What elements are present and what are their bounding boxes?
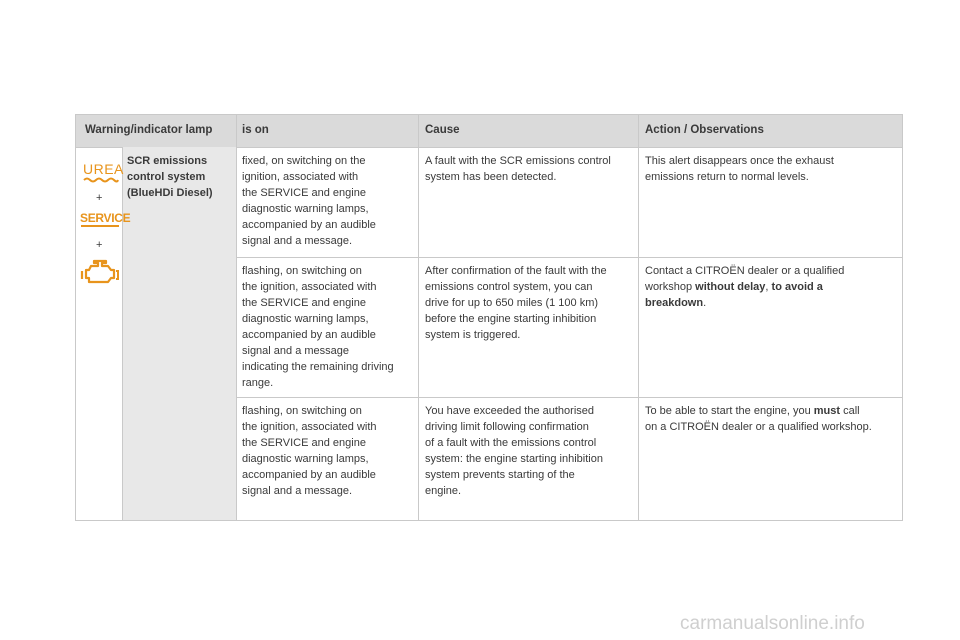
plus-sign: +	[96, 192, 103, 204]
lamp-name-cell	[122, 147, 236, 520]
urea-lamp-icon: UREA	[83, 161, 124, 177]
urea-wave-icon	[83, 177, 119, 183]
lamp-name: SCR emissions control system (BlueHDi Diesel)	[127, 155, 213, 199]
row2-cause: After confirmation of the fault with the emissions control system, you can drive for up to 650 miles (1 100 km) before the engine starting inhibition system is triggered.	[425, 265, 607, 341]
row3-is-on: flashing, on switching on the ignition, associated with the SERVICE and engine diagnostic warning lamps, accompanied by an audible signal and a message.	[242, 405, 377, 497]
service-lamp-icon: SERVICE	[80, 211, 131, 225]
row2-action: Contact a CITROËN dealer or a qualified workshop without delay, to avoid a breakdown.	[645, 265, 845, 309]
column-divider	[418, 115, 419, 520]
row-divider	[237, 257, 902, 258]
row3-action: To be able to start the engine, you must call on a CITROËN dealer or a qualified workshop.	[645, 405, 872, 433]
row3-cause: You have exceeded the authorised driving limit following confirmation of a fault with the emissions control system: the engine starting inhibition system prevents starting of the engine.	[425, 405, 603, 497]
header-cause: Cause	[425, 124, 460, 136]
row1-is-on: fixed, on switching on the ignition, associated with the SERVICE and engine diagnostic warning lamps, accompanied by an audible signal and a message.	[242, 155, 376, 247]
table-header	[76, 115, 902, 148]
row1-action: This alert disappears once the exhaust emissions return to normal levels.	[645, 155, 834, 183]
warning-lamp-table	[75, 114, 903, 521]
service-underline-icon	[81, 225, 119, 229]
row2-is-on: flashing, on switching on the ignition, associated with the SERVICE and engine diagnostic warning lamps, accompanied by an audible signal and a message indicating the remaining driving range.	[242, 265, 394, 389]
column-divider	[638, 115, 639, 520]
watermark: carmanualsonline.info	[680, 613, 865, 634]
engine-warning-icon	[80, 258, 120, 288]
header-warning-lamp: Warning/indicator lamp	[85, 124, 213, 136]
row-divider	[237, 397, 902, 398]
column-divider	[236, 115, 237, 520]
row1-cause: A fault with the SCR emissions control system has been detected.	[425, 155, 611, 183]
header-is-on: is on	[242, 124, 269, 136]
column-divider	[122, 147, 123, 520]
plus-sign: +	[96, 239, 103, 251]
header-action: Action / Observations	[645, 124, 764, 136]
